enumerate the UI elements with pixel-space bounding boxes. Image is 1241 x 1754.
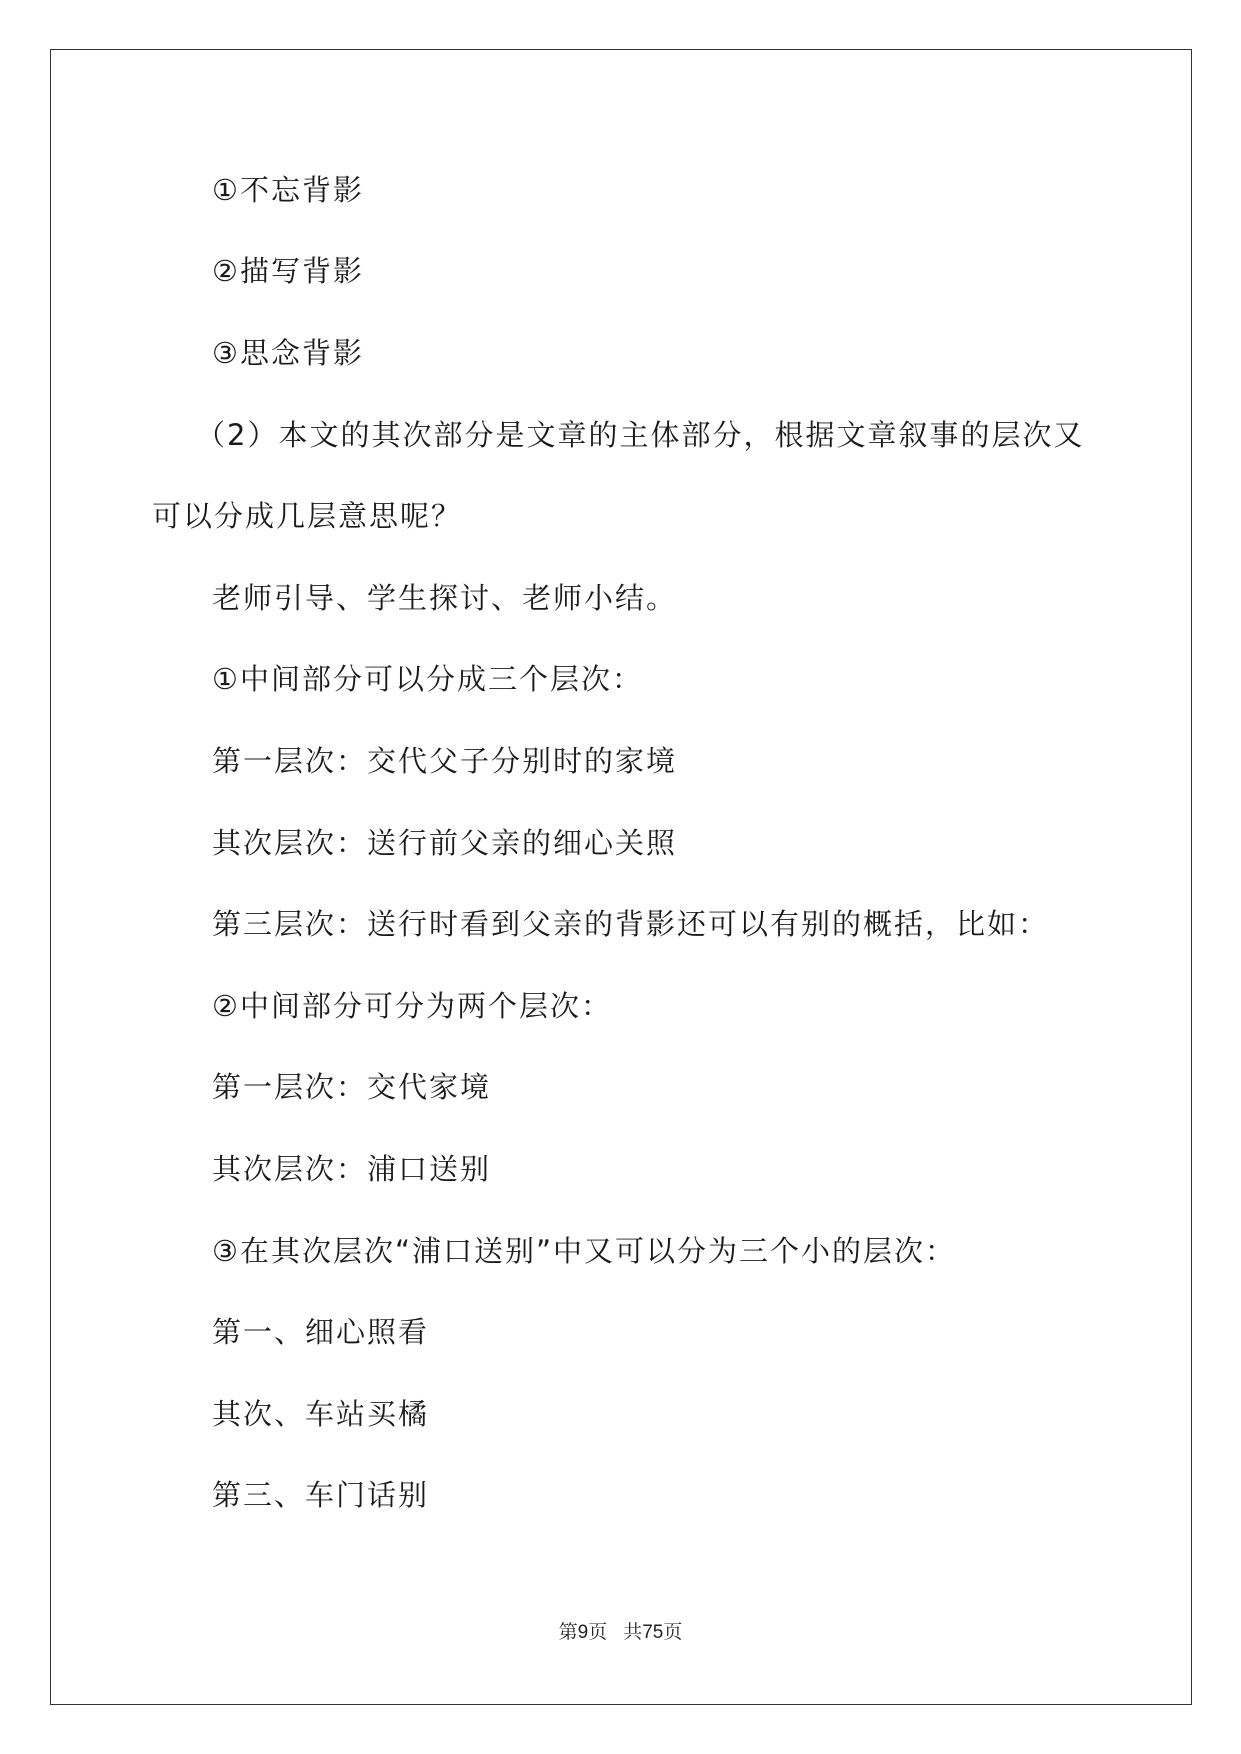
- text-line-17: 第三、车门话别: [212, 1478, 430, 1512]
- footer-total-prefix: 共: [623, 1621, 643, 1643]
- text-line-5: 可以分成几层意思呢？: [152, 499, 463, 533]
- footer-page-suffix: 页: [588, 1621, 608, 1643]
- page-border: [50, 49, 1192, 1705]
- footer-page-prefix: 第: [558, 1621, 578, 1643]
- text-line-11: ②中间部分可分为两个层次：: [212, 989, 612, 1023]
- text-line-10: 第三层次：送行时看到父亲的背影还可以有别的概括，比如：: [212, 907, 1050, 941]
- text-line-2: ②描写背影: [212, 254, 364, 288]
- text-line-16: 其次、车站买橘: [212, 1397, 430, 1431]
- text-line-8: 第一层次：交代父子分别时的家境: [212, 744, 678, 778]
- text-line-13: 其次层次：浦口送别: [212, 1152, 492, 1186]
- footer-total-suffix: 页: [663, 1621, 683, 1643]
- text-line-6: 老师引导、学生探讨、老师小结。: [212, 581, 678, 615]
- text-line-4: （2）本文的其次部分是文章的主体部分，根据文章叙事的层次又: [196, 418, 1085, 452]
- text-line-7: ①中间部分可以分成三个层次：: [212, 662, 643, 696]
- text-line-12: 第一层次：交代家境: [212, 1070, 492, 1104]
- page-footer: [0, 1620, 1241, 1645]
- text-line-3: ③思念背影: [212, 336, 364, 370]
- footer-page-number: 9: [577, 1622, 589, 1643]
- text-line-9: 其次层次：送行前父亲的细心关照: [212, 826, 678, 860]
- text-line-1: ①不忘背影: [212, 173, 364, 207]
- footer-total-number: 75: [642, 1622, 664, 1643]
- text-line-15: 第一、细心照看: [212, 1315, 430, 1349]
- text-line-14: ③在其次层次“浦口送别”中又可以分为三个小的层次：: [212, 1234, 957, 1268]
